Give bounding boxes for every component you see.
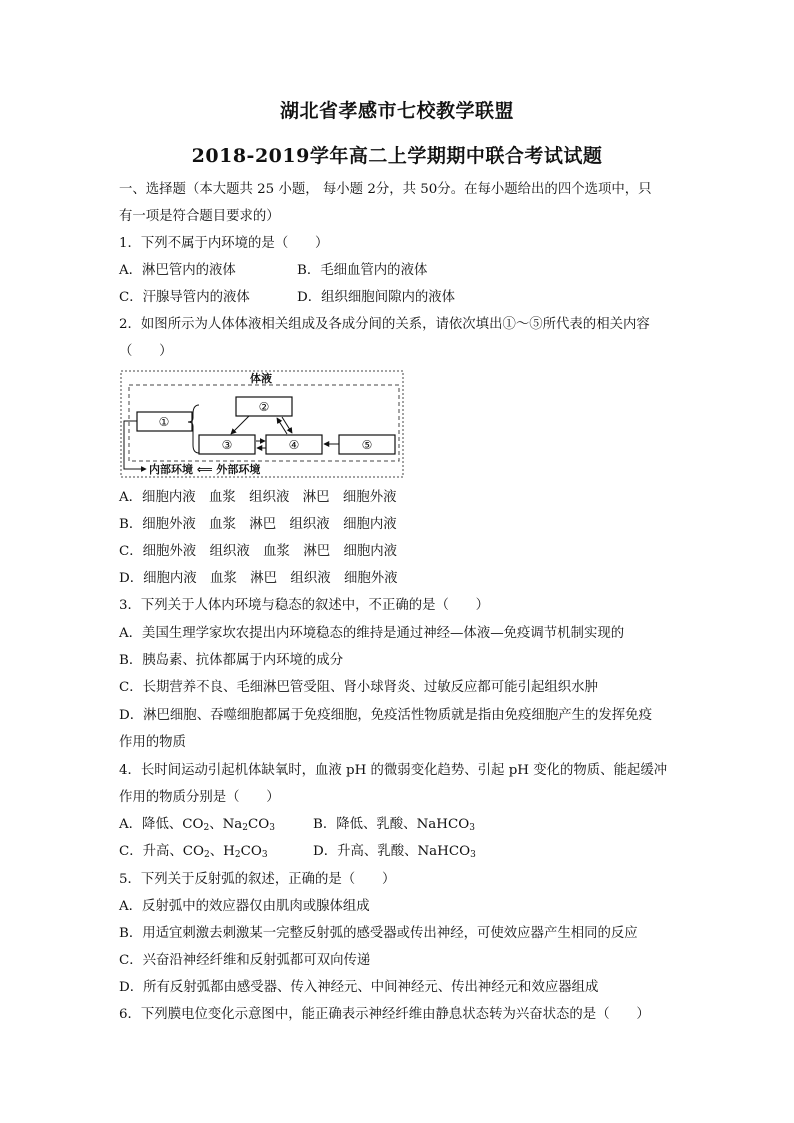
diagram-box-1-label: ① [158,415,170,429]
q1-option-b: B．毛细血管内的液体 [297,263,428,278]
arrow-4-to-2 [277,418,287,434]
q2-option-b: B．细胞外液 血浆 淋巴 组织液 细胞内液 [119,517,397,532]
q3-option-a: A．美国生理学家坎农提出内环境稳态的维持是通过神经—体液—免疫调节机制实现的 [119,626,625,641]
diagram-box-5-label: ⑤ [361,438,373,452]
q4-option-a: A．降低、$CO_2$、$Na_2CO_3$ [119,817,275,833]
arrow-2-to-4 [282,417,292,433]
q2-stem-line1: 2．如图所示为人体体液相关组成及各成分间的关系，请依次填出①～⑤所代表的相关内容 [119,317,650,332]
q4-option-b: B．降低、乳酸、NaHCO$_3$ [313,817,475,833]
q3-option-d-line1: D．淋巴细胞、吞噬细胞都属于免疫细胞，免疫活性物质就是指由免疫细胞产生的发挥免疫 [119,708,652,723]
q3-option-b: B．胰岛素、抗体都属于内环境的成分 [119,653,344,668]
q5-stem: 5．下列关于反射弧的叙述，正确的是（ ） [119,872,396,887]
diagram-box-2-label: ② [258,400,270,414]
q3-stem: 3．下列关于人体内环境与稳态的叙述中，不正确的是（ ） [119,598,490,613]
q5-option-a: A．反射弧中的效应器仅由肌肉或腺体组成 [119,899,370,914]
diagram-label-environment: 内部环境 ⟸ 外部环境 [149,463,261,476]
section-intro-line2: 有一项是符合题目要求的） [119,209,280,224]
q6-stem: 6．下列膜电位变化示意图中，能正确表示神经纤维由静息状态转为兴奋状态的是（ ） [119,1007,650,1022]
q4-option-c: C．升高、$CO_2$、$H_2CO_3$ [119,844,268,860]
diagram-label-body-fluid: 体液 [250,372,272,385]
q4-option-d: D．升高、乳酸、NaHCO$_3$ [313,844,476,860]
q5-option-d: D．所有反射弧都由感受器、传入神经元、中间神经元、传出神经元和效应器组成 [119,980,599,995]
exam-title-line1: 湖北省孝感市七校教学联盟 [279,100,514,122]
arrow-2-to-3 [231,416,249,434]
q3-option-d-line2: 作用的物质 [119,735,186,750]
q2-option-a: A．细胞内液 血浆 组织液 淋巴 细胞外液 [119,490,397,505]
diagram-box-3-label: ③ [221,438,233,452]
q3-option-c: C．长期营养不良、毛细淋巴管受阻、肾小球肾炎、过敏反应都可能引起组织水肿 [119,680,598,695]
q1-option-d: D．组织细胞间隙内的液体 [297,290,456,305]
q2-stem-line2: （ ） [119,344,173,359]
q2-option-c: C．细胞外液 组织液 血浆 淋巴 细胞内液 [119,544,398,559]
exam-title-line2: 2018-2019学年高二上学期期中联合考试试题 [191,145,603,167]
q4-stem-line1: 4．长时间运动引起机体缺氧时，血液 pH 的微弱变化趋势、引起 pH 变化的物质、能起缓冲 [119,763,668,778]
q5-option-b: B．用适宜刺激去刺激某一完整反射弧的感受器或传出神经，可使效应器产生相同的反应 [119,926,638,941]
q1-option-c: C．汗腺导管内的液体 [119,290,250,305]
q4-stem-line2: 作用的物质分别是（ ） [119,790,280,805]
q1-option-a: A．淋巴管内的液体 [119,263,236,278]
q1-stem: 1．下列不属于内环境的是（ ） [119,236,329,251]
section-intro-line1: 一、选择题（本大题共 25 小题， 每小题 2分，共 50分。在每小题给出的四个选项中，只 [119,182,652,197]
q5-option-c: C．兴奋沿神经纤维和反射弧都可双向传递 [119,953,371,968]
diagram-box-4-label: ④ [288,438,300,452]
q2-option-d: D．细胞内液 血浆 淋巴 组织液 细胞外液 [119,571,398,586]
body-fluid-diagram [119,369,405,481]
